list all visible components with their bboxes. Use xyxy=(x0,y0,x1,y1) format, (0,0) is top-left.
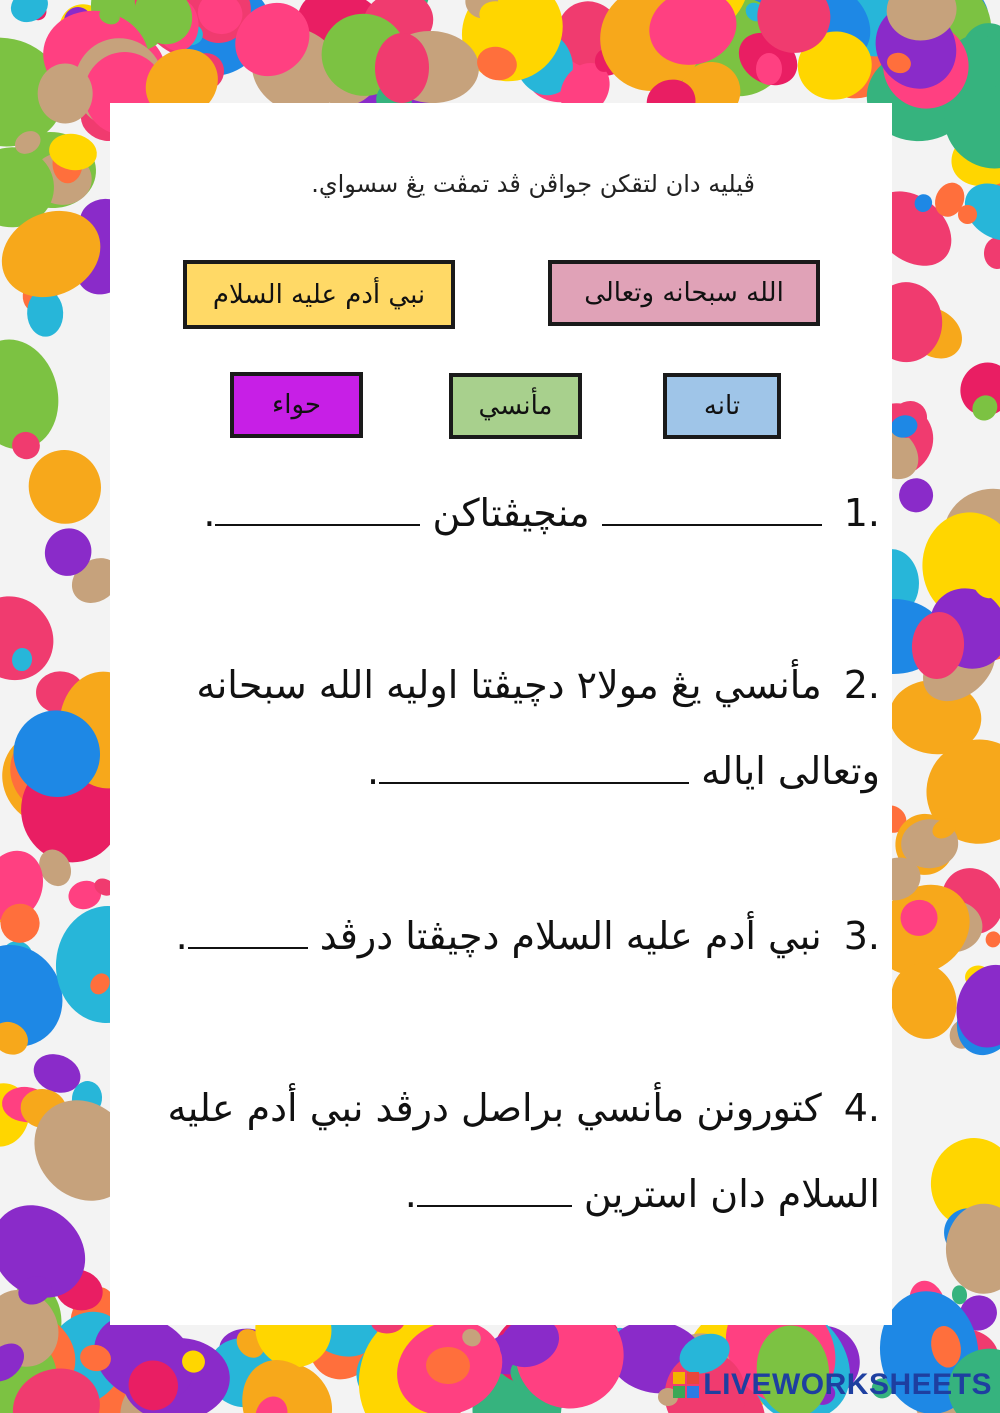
logo-grid-icon xyxy=(673,1372,699,1398)
logo-text: LIVEWORKSHEETS xyxy=(703,1368,992,1401)
answer-blank-2[interactable] xyxy=(379,774,689,784)
question-2 xyxy=(128,642,880,814)
question-period: . xyxy=(203,491,216,535)
liveworksheets-logo xyxy=(673,1365,992,1405)
word-chip-hawa[interactable]: حواء xyxy=(230,372,363,438)
question-text: کتورونن مأنسي براصل درڤد نبي أدم عليه xyxy=(167,1086,822,1130)
answer-blank-4[interactable] xyxy=(417,1197,572,1207)
question-text: نبي أدم عليه السلام دچيڤتا درڤد xyxy=(319,914,822,958)
paint-splash xyxy=(895,473,938,516)
question-text: السلام دان استرين xyxy=(583,1172,880,1216)
answer-blank-3[interactable] xyxy=(188,939,308,949)
word-chip-tanah[interactable]: تانه xyxy=(663,373,781,439)
question-number: 1. xyxy=(843,491,880,535)
question-text: منچيڤتاکن xyxy=(432,491,590,535)
paint-splash xyxy=(756,53,782,85)
question-text: وتعالى اياله xyxy=(701,749,880,793)
question-number: 4. xyxy=(843,1086,880,1130)
question-period: . xyxy=(175,914,188,958)
answer-blank-1[interactable] xyxy=(215,516,420,526)
question-number: 2. xyxy=(843,663,880,707)
paint-splash xyxy=(374,33,429,104)
paint-splash xyxy=(983,930,1000,949)
question-period: . xyxy=(366,749,380,793)
question-4 xyxy=(128,1065,880,1237)
question-number: 3. xyxy=(843,914,880,958)
word-chip-manusia[interactable]: مأنسي xyxy=(449,373,582,439)
answer-blank-1a[interactable] xyxy=(602,516,822,526)
question-text: مأنسي يڠ مولا٢ دچيڤتا اوليه الله سبحانه xyxy=(196,663,822,707)
instruction-text: ڤيليه دان لتقكن جواڤن ڤد تمڤت يڠ سسواي. xyxy=(311,170,755,198)
question-3 xyxy=(128,893,880,979)
question-1 xyxy=(128,470,880,556)
question-period: . xyxy=(404,1172,417,1216)
word-chip-adam[interactable]: نبي أدم عليه السلام xyxy=(183,260,455,329)
word-chip-allah[interactable]: الله سبحانه وتعالى xyxy=(548,260,820,326)
paint-splash xyxy=(982,236,1000,270)
